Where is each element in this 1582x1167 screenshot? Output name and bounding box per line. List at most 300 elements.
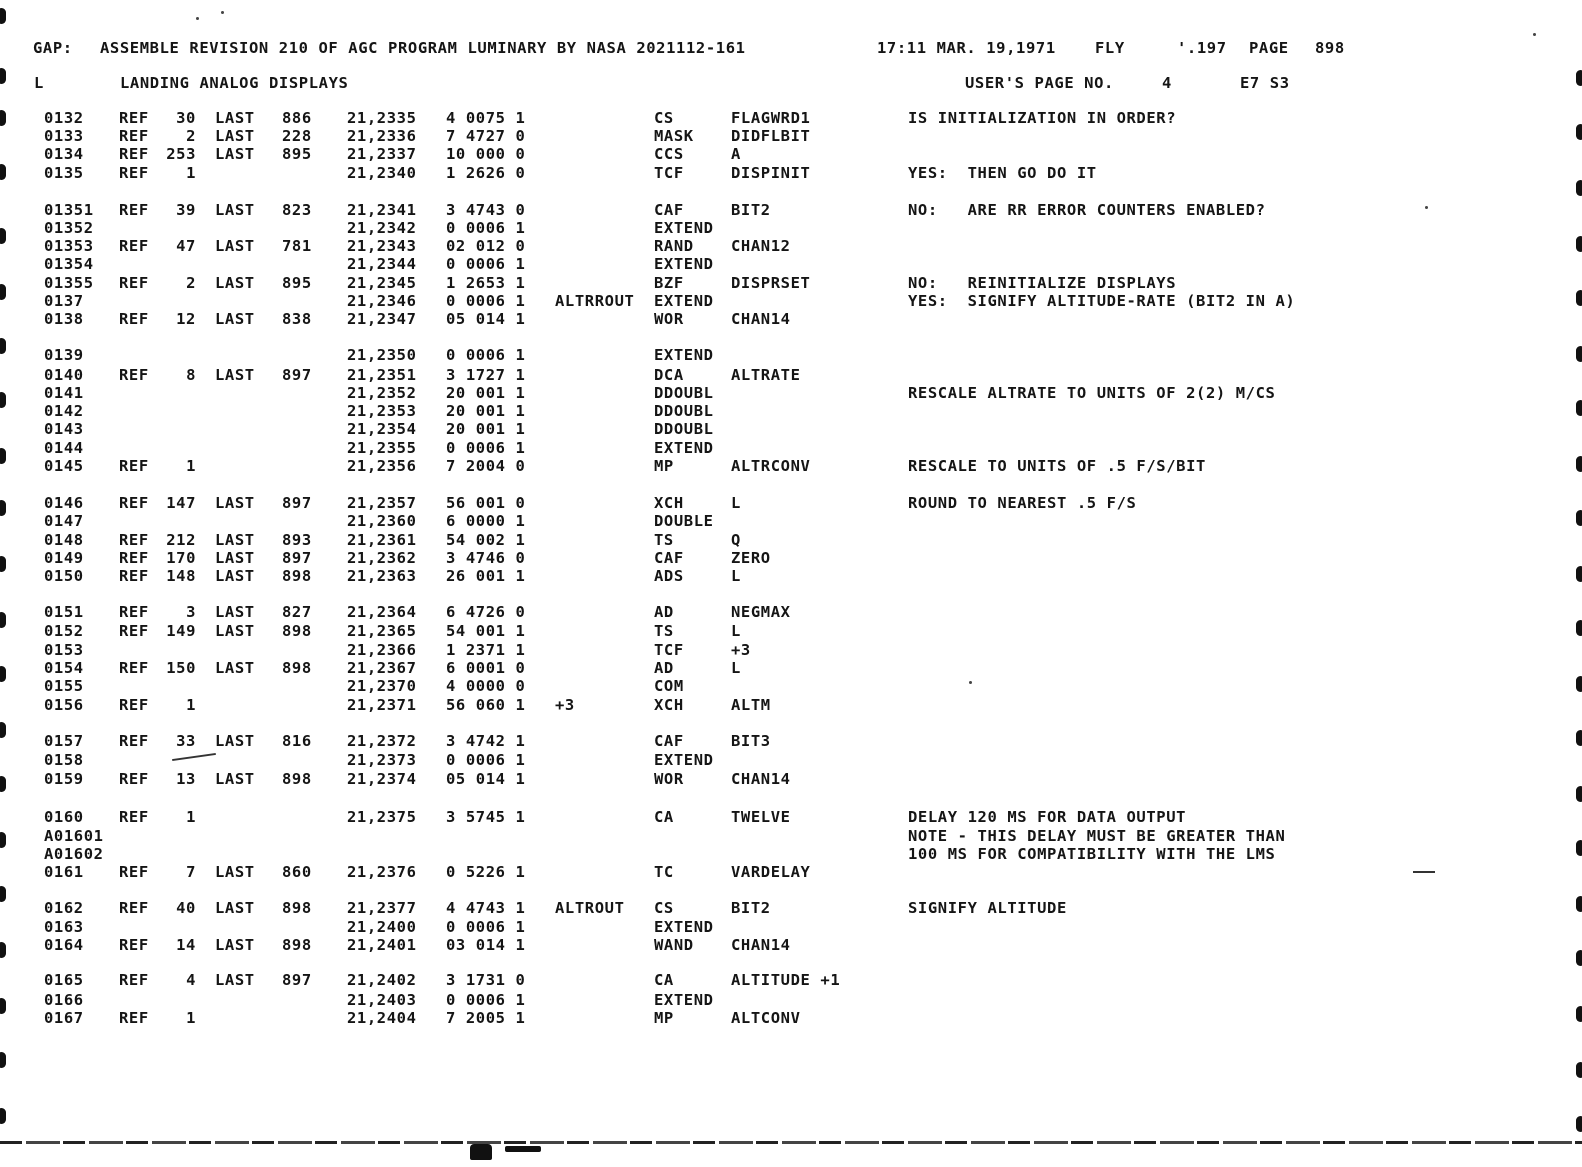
comment: RESCALE ALTRATE TO UNITS OF 2(2) M/CS — [908, 384, 1276, 402]
ref-count: 2 — [186, 127, 196, 145]
last-label: LAST — [215, 936, 255, 954]
ref-label: REF — [119, 770, 149, 788]
operand: A — [731, 145, 741, 163]
comment: NOTE - THIS DELAY MUST BE GREATER THAN — [908, 827, 1286, 845]
octal-word: 0 0006 1 — [446, 346, 526, 364]
ref-label: REF — [119, 863, 149, 881]
address: 21,2377 — [347, 899, 417, 917]
opcode: WAND — [654, 936, 694, 954]
ref-label: REF — [119, 127, 149, 145]
line-number: 0147 — [44, 512, 84, 530]
opcode: DDOUBL — [654, 402, 714, 420]
opcode: EXTEND — [654, 255, 714, 273]
last-page: 228 — [282, 127, 312, 145]
header-code: '.197 — [1177, 39, 1227, 57]
last-page: 860 — [282, 863, 312, 881]
feed-hole-right — [1576, 1116, 1582, 1132]
line-number: 0157 — [44, 732, 84, 750]
opcode: CCS — [654, 145, 684, 163]
opcode: XCH — [654, 696, 684, 714]
octal-word: 20 001 1 — [446, 402, 526, 420]
feed-hole-right — [1576, 1006, 1582, 1022]
octal-word: 3 4743 0 — [446, 201, 526, 219]
line-number: 0164 — [44, 936, 84, 954]
operand: DISPINIT — [731, 164, 811, 182]
comment: ROUND TO NEAREST .5 F/S — [908, 494, 1137, 512]
operand: ALTM — [731, 696, 771, 714]
line-number: 01352 — [44, 219, 94, 237]
last-page: 898 — [282, 567, 312, 585]
last-label: LAST — [215, 899, 255, 917]
address: 21,2337 — [347, 145, 417, 163]
address: 21,2357 — [347, 494, 417, 512]
last-label: LAST — [215, 971, 255, 989]
operand: BIT2 — [731, 201, 771, 219]
line-number: 0132 — [44, 109, 84, 127]
octal-word: 6 0000 1 — [446, 512, 526, 530]
last-page: 781 — [282, 237, 312, 255]
operand: DIDFLBIT — [731, 127, 811, 145]
last-page: 898 — [282, 770, 312, 788]
opcode: DCA — [654, 366, 684, 384]
ref-label: REF — [119, 164, 149, 182]
operand: CHAN14 — [731, 770, 791, 788]
last-label: LAST — [215, 531, 255, 549]
ref-label: REF — [119, 366, 149, 384]
line-number: 0165 — [44, 971, 84, 989]
subheader-mark: L — [34, 74, 44, 92]
address: 21,2344 — [347, 255, 417, 273]
operand: CHAN12 — [731, 237, 791, 255]
symbol-label: ALTRROUT — [555, 292, 635, 310]
ref-label: REF — [119, 1009, 149, 1027]
feed-hole-left — [0, 68, 6, 84]
feed-hole-right — [1576, 566, 1582, 582]
last-page: 895 — [282, 274, 312, 292]
address: 21,2366 — [347, 641, 417, 659]
section-title: LANDING ANALOG DISPLAYS — [120, 74, 349, 92]
octal-word: 3 5745 1 — [446, 808, 526, 826]
comment: IS INITIALIZATION IN ORDER? — [908, 109, 1177, 127]
users-page-number: 4 — [1162, 74, 1172, 92]
feed-hole-right — [1576, 510, 1582, 526]
address: 21,2343 — [347, 237, 417, 255]
feed-hole-right — [1576, 1062, 1582, 1078]
operand: TWELVE — [731, 808, 791, 826]
address: 21,2340 — [347, 164, 417, 182]
feed-hole-right — [1576, 236, 1582, 252]
opcode: CAF — [654, 201, 684, 219]
operand: L — [731, 494, 741, 512]
opcode: AD — [654, 659, 674, 677]
address: 21,2370 — [347, 677, 417, 695]
octal-word: 4 0000 0 — [446, 677, 526, 695]
last-label: LAST — [215, 863, 255, 881]
line-number: 0133 — [44, 127, 84, 145]
address: 21,2365 — [347, 622, 417, 640]
ink-blot — [505, 1146, 541, 1152]
comment: YES: THEN GO DO IT — [908, 164, 1097, 182]
operand: ALTITUDE +1 — [731, 971, 841, 989]
octal-word: 7 2004 0 — [446, 457, 526, 475]
operand: ALTRCONV — [731, 457, 811, 475]
line-number: 0159 — [44, 770, 84, 788]
ref-count: 14 — [176, 936, 196, 954]
last-label: LAST — [215, 622, 255, 640]
ref-count: 149 — [166, 622, 196, 640]
line-number: A01601 — [44, 827, 104, 845]
last-label: LAST — [215, 127, 255, 145]
octal-word: 0 0006 1 — [446, 751, 526, 769]
feed-hole-left — [0, 556, 6, 572]
line-number: 0139 — [44, 346, 84, 364]
octal-word: 26 001 1 — [446, 567, 526, 585]
last-page: 898 — [282, 899, 312, 917]
line-number: 01353 — [44, 237, 94, 255]
line-number: 0145 — [44, 457, 84, 475]
ref-label: REF — [119, 936, 149, 954]
comment: YES: SIGNIFY ALTITUDE-RATE (BIT2 IN A) — [908, 292, 1296, 310]
line-number: 0167 — [44, 1009, 84, 1027]
line-number: 0146 — [44, 494, 84, 512]
octal-word: 0 0006 1 — [446, 439, 526, 457]
feed-hole-left — [0, 228, 6, 244]
octal-word: 54 001 1 — [446, 622, 526, 640]
page-tear-edge — [0, 1141, 1582, 1144]
users-page-label: USER'S PAGE NO. — [965, 74, 1114, 92]
last-page: 827 — [282, 603, 312, 621]
subheader-code: E7 S3 — [1240, 74, 1290, 92]
line-number: 0140 — [44, 366, 84, 384]
ref-count: 148 — [166, 567, 196, 585]
scan-speck — [1425, 206, 1428, 209]
octal-word: 0 0006 1 — [446, 918, 526, 936]
last-page: 897 — [282, 971, 312, 989]
ref-label: REF — [119, 310, 149, 328]
comment: NO: REINITIALIZE DISPLAYS — [908, 274, 1177, 292]
feed-hole-left — [0, 284, 6, 300]
address: 21,2363 — [347, 567, 417, 585]
octal-word: 3 4746 0 — [446, 549, 526, 567]
ref-count: 40 — [176, 899, 196, 917]
octal-word: 7 4727 0 — [446, 127, 526, 145]
scan-speck — [969, 681, 972, 684]
address: 21,2373 — [347, 751, 417, 769]
ref-count: 39 — [176, 201, 196, 219]
feed-hole-right — [1576, 456, 1582, 472]
address: 21,2335 — [347, 109, 417, 127]
octal-word: 05 014 1 — [446, 310, 526, 328]
opcode: XCH — [654, 494, 684, 512]
octal-word: 0 0006 1 — [446, 292, 526, 310]
operand: ZERO — [731, 549, 771, 567]
ref-count: 3 — [186, 603, 196, 621]
octal-word: 54 002 1 — [446, 531, 526, 549]
octal-word: 1 2371 1 — [446, 641, 526, 659]
address: 21,2401 — [347, 936, 417, 954]
last-page: 897 — [282, 549, 312, 567]
operand: +3 — [731, 641, 751, 659]
opcode: AD — [654, 603, 674, 621]
opcode: CAF — [654, 732, 684, 750]
octal-word: 56 001 0 — [446, 494, 526, 512]
address: 21,2351 — [347, 366, 417, 384]
feed-hole-right — [1576, 950, 1582, 966]
address: 21,2403 — [347, 991, 417, 1009]
ref-count: 30 — [176, 109, 196, 127]
octal-word: 20 001 1 — [446, 420, 526, 438]
comment: RESCALE TO UNITS OF .5 F/S/BIT — [908, 457, 1206, 475]
line-number: 0158 — [44, 751, 84, 769]
operand: L — [731, 622, 741, 640]
ref-label: REF — [119, 659, 149, 677]
feed-hole-left — [0, 776, 6, 792]
feed-hole-left — [0, 998, 6, 1014]
address: 21,2376 — [347, 863, 417, 881]
last-label: LAST — [215, 659, 255, 677]
line-number: 0156 — [44, 696, 84, 714]
opcode: RAND — [654, 237, 694, 255]
opcode: EXTEND — [654, 219, 714, 237]
ref-count: 47 — [176, 237, 196, 255]
feed-hole-left — [0, 1108, 6, 1124]
address: 21,2352 — [347, 384, 417, 402]
line-number: 0163 — [44, 918, 84, 936]
line-number: 0152 — [44, 622, 84, 640]
last-page: 898 — [282, 659, 312, 677]
symbol-label: +3 — [555, 696, 575, 714]
last-label: LAST — [215, 237, 255, 255]
feed-hole-right — [1576, 840, 1582, 856]
comment: SIGNIFY ALTITUDE — [908, 899, 1067, 917]
ref-label: REF — [119, 696, 149, 714]
operand: ALTRATE — [731, 366, 801, 384]
line-number: 0137 — [44, 292, 84, 310]
opcode: EXTEND — [654, 346, 714, 364]
last-page: 886 — [282, 109, 312, 127]
last-label: LAST — [215, 366, 255, 384]
ref-count: 1 — [186, 164, 196, 182]
feed-hole-right — [1576, 896, 1582, 912]
opcode: EXTEND — [654, 292, 714, 310]
assemble-title: ASSEMBLE REVISION 210 OF AGC PROGRAM LUMINARY BY NASA 2021112-161 — [100, 39, 746, 57]
feed-hole-left — [0, 500, 6, 516]
symbol-label: ALTROUT — [555, 899, 625, 917]
line-number: 0161 — [44, 863, 84, 881]
comment: DELAY 120 MS FOR DATA OUTPUT — [908, 808, 1187, 826]
feed-hole-left — [0, 612, 6, 628]
scan-speck — [221, 11, 224, 14]
line-number: 0144 — [44, 439, 84, 457]
address: 21,2375 — [347, 808, 417, 826]
line-number: 0160 — [44, 808, 84, 826]
line-number: 01355 — [44, 274, 94, 292]
last-label: LAST — [215, 732, 255, 750]
address: 21,2355 — [347, 439, 417, 457]
line-number: 0150 — [44, 567, 84, 585]
opcode: WOR — [654, 770, 684, 788]
address: 21,2404 — [347, 1009, 417, 1027]
opcode: EXTEND — [654, 439, 714, 457]
address: 21,2350 — [347, 346, 417, 364]
ref-count: 212 — [166, 531, 196, 549]
gap-label: GAP: — [33, 39, 73, 57]
feed-hole-right — [1576, 730, 1582, 746]
octal-word: 56 060 1 — [446, 696, 526, 714]
opcode: TS — [654, 531, 674, 549]
octal-word: 4 0075 1 — [446, 109, 526, 127]
octal-word: 05 014 1 — [446, 770, 526, 788]
feed-hole-left — [0, 722, 6, 738]
octal-word: 03 014 1 — [446, 936, 526, 954]
address: 21,2372 — [347, 732, 417, 750]
ref-label: REF — [119, 622, 149, 640]
operand: BIT2 — [731, 899, 771, 917]
octal-word: 3 1731 0 — [446, 971, 526, 989]
address: 21,2371 — [347, 696, 417, 714]
address: 21,2402 — [347, 971, 417, 989]
scan-mark — [1413, 871, 1435, 873]
fly-label: FLY — [1095, 39, 1125, 57]
feed-hole-left — [0, 666, 6, 682]
address: 21,2353 — [347, 402, 417, 420]
opcode: BZF — [654, 274, 684, 292]
ref-label: REF — [119, 732, 149, 750]
line-number: 01354 — [44, 255, 94, 273]
operand: NEGMAX — [731, 603, 791, 621]
octal-word: 02 012 0 — [446, 237, 526, 255]
last-page: 816 — [282, 732, 312, 750]
opcode: TC — [654, 863, 674, 881]
feed-hole-left — [0, 832, 6, 848]
address: 21,2336 — [347, 127, 417, 145]
address: 21,2361 — [347, 531, 417, 549]
feed-hole-right — [1576, 346, 1582, 362]
octal-word: 0 5226 1 — [446, 863, 526, 881]
address: 21,2360 — [347, 512, 417, 530]
address: 21,2354 — [347, 420, 417, 438]
line-number: A01602 — [44, 845, 104, 863]
feed-hole-right — [1576, 70, 1582, 86]
ref-label: REF — [119, 531, 149, 549]
last-page: 898 — [282, 622, 312, 640]
operand: BIT3 — [731, 732, 771, 750]
opcode: CAF — [654, 549, 684, 567]
ref-count: 1 — [186, 457, 196, 475]
ref-count: 33 — [176, 732, 196, 750]
address: 21,2346 — [347, 292, 417, 310]
feed-hole-left — [0, 8, 6, 24]
last-page: 897 — [282, 494, 312, 512]
operand: L — [731, 567, 741, 585]
ref-label: REF — [119, 201, 149, 219]
ref-count: 150 — [166, 659, 196, 677]
octal-word: 4 4743 1 — [446, 899, 526, 917]
operand: DISPRSET — [731, 274, 811, 292]
ref-count: 8 — [186, 366, 196, 384]
opcode: MP — [654, 1009, 674, 1027]
feed-hole-right — [1576, 620, 1582, 636]
operand: L — [731, 659, 741, 677]
last-page: 895 — [282, 145, 312, 163]
octal-word: 3 4742 1 — [446, 732, 526, 750]
ref-label: REF — [119, 457, 149, 475]
feed-hole-left — [0, 164, 6, 180]
ref-count: 1 — [186, 1009, 196, 1027]
opcode: CS — [654, 109, 674, 127]
octal-word: 0 0006 1 — [446, 991, 526, 1009]
operand: ALTCONV — [731, 1009, 801, 1027]
ref-label: REF — [119, 567, 149, 585]
ref-label: REF — [119, 237, 149, 255]
last-label: LAST — [215, 145, 255, 163]
address: 21,2341 — [347, 201, 417, 219]
ref-label: REF — [119, 109, 149, 127]
ref-label: REF — [119, 494, 149, 512]
page-label: PAGE — [1249, 39, 1289, 57]
last-label: LAST — [215, 201, 255, 219]
opcode: WOR — [654, 310, 684, 328]
ref-count: 2 — [186, 274, 196, 292]
feed-hole-right — [1576, 290, 1582, 306]
octal-word: 3 1727 1 — [446, 366, 526, 384]
feed-hole-right — [1576, 400, 1582, 416]
address: 21,2356 — [347, 457, 417, 475]
opcode: EXTEND — [654, 751, 714, 769]
line-number: 0155 — [44, 677, 84, 695]
octal-word: 6 0001 0 — [446, 659, 526, 677]
opcode: MP — [654, 457, 674, 475]
last-label: LAST — [215, 310, 255, 328]
ref-label: REF — [119, 899, 149, 917]
octal-word: 7 2005 1 — [446, 1009, 526, 1027]
line-number: 0166 — [44, 991, 84, 1009]
ref-label: REF — [119, 808, 149, 826]
address: 21,2364 — [347, 603, 417, 621]
address: 21,2345 — [347, 274, 417, 292]
operand: VARDELAY — [731, 863, 811, 881]
print-time: 17:11 MAR. 19,1971 — [877, 39, 1056, 57]
comment: NO: ARE RR ERROR COUNTERS ENABLED? — [908, 201, 1266, 219]
line-number: 0142 — [44, 402, 84, 420]
last-page: 823 — [282, 201, 312, 219]
line-number: 0153 — [44, 641, 84, 659]
pen-mark — [172, 753, 216, 761]
operand: Q — [731, 531, 741, 549]
ref-label: REF — [119, 971, 149, 989]
line-number: 0141 — [44, 384, 84, 402]
last-page: 897 — [282, 366, 312, 384]
last-page: 898 — [282, 936, 312, 954]
opcode: DDOUBL — [654, 420, 714, 438]
opcode: TCF — [654, 641, 684, 659]
line-number: 0143 — [44, 420, 84, 438]
opcode: CS — [654, 899, 674, 917]
feed-hole-right — [1576, 124, 1582, 140]
ref-count: 1 — [186, 696, 196, 714]
ref-label: REF — [119, 274, 149, 292]
line-number: 0138 — [44, 310, 84, 328]
octal-word: 0 0006 1 — [446, 255, 526, 273]
feed-hole-right — [1576, 180, 1582, 196]
opcode: EXTEND — [654, 991, 714, 1009]
address: 21,2374 — [347, 770, 417, 788]
scan-speck — [1533, 33, 1536, 36]
ref-count: 4 — [186, 971, 196, 989]
octal-word: 6 4726 0 — [446, 603, 526, 621]
address: 21,2342 — [347, 219, 417, 237]
ref-count: 7 — [186, 863, 196, 881]
